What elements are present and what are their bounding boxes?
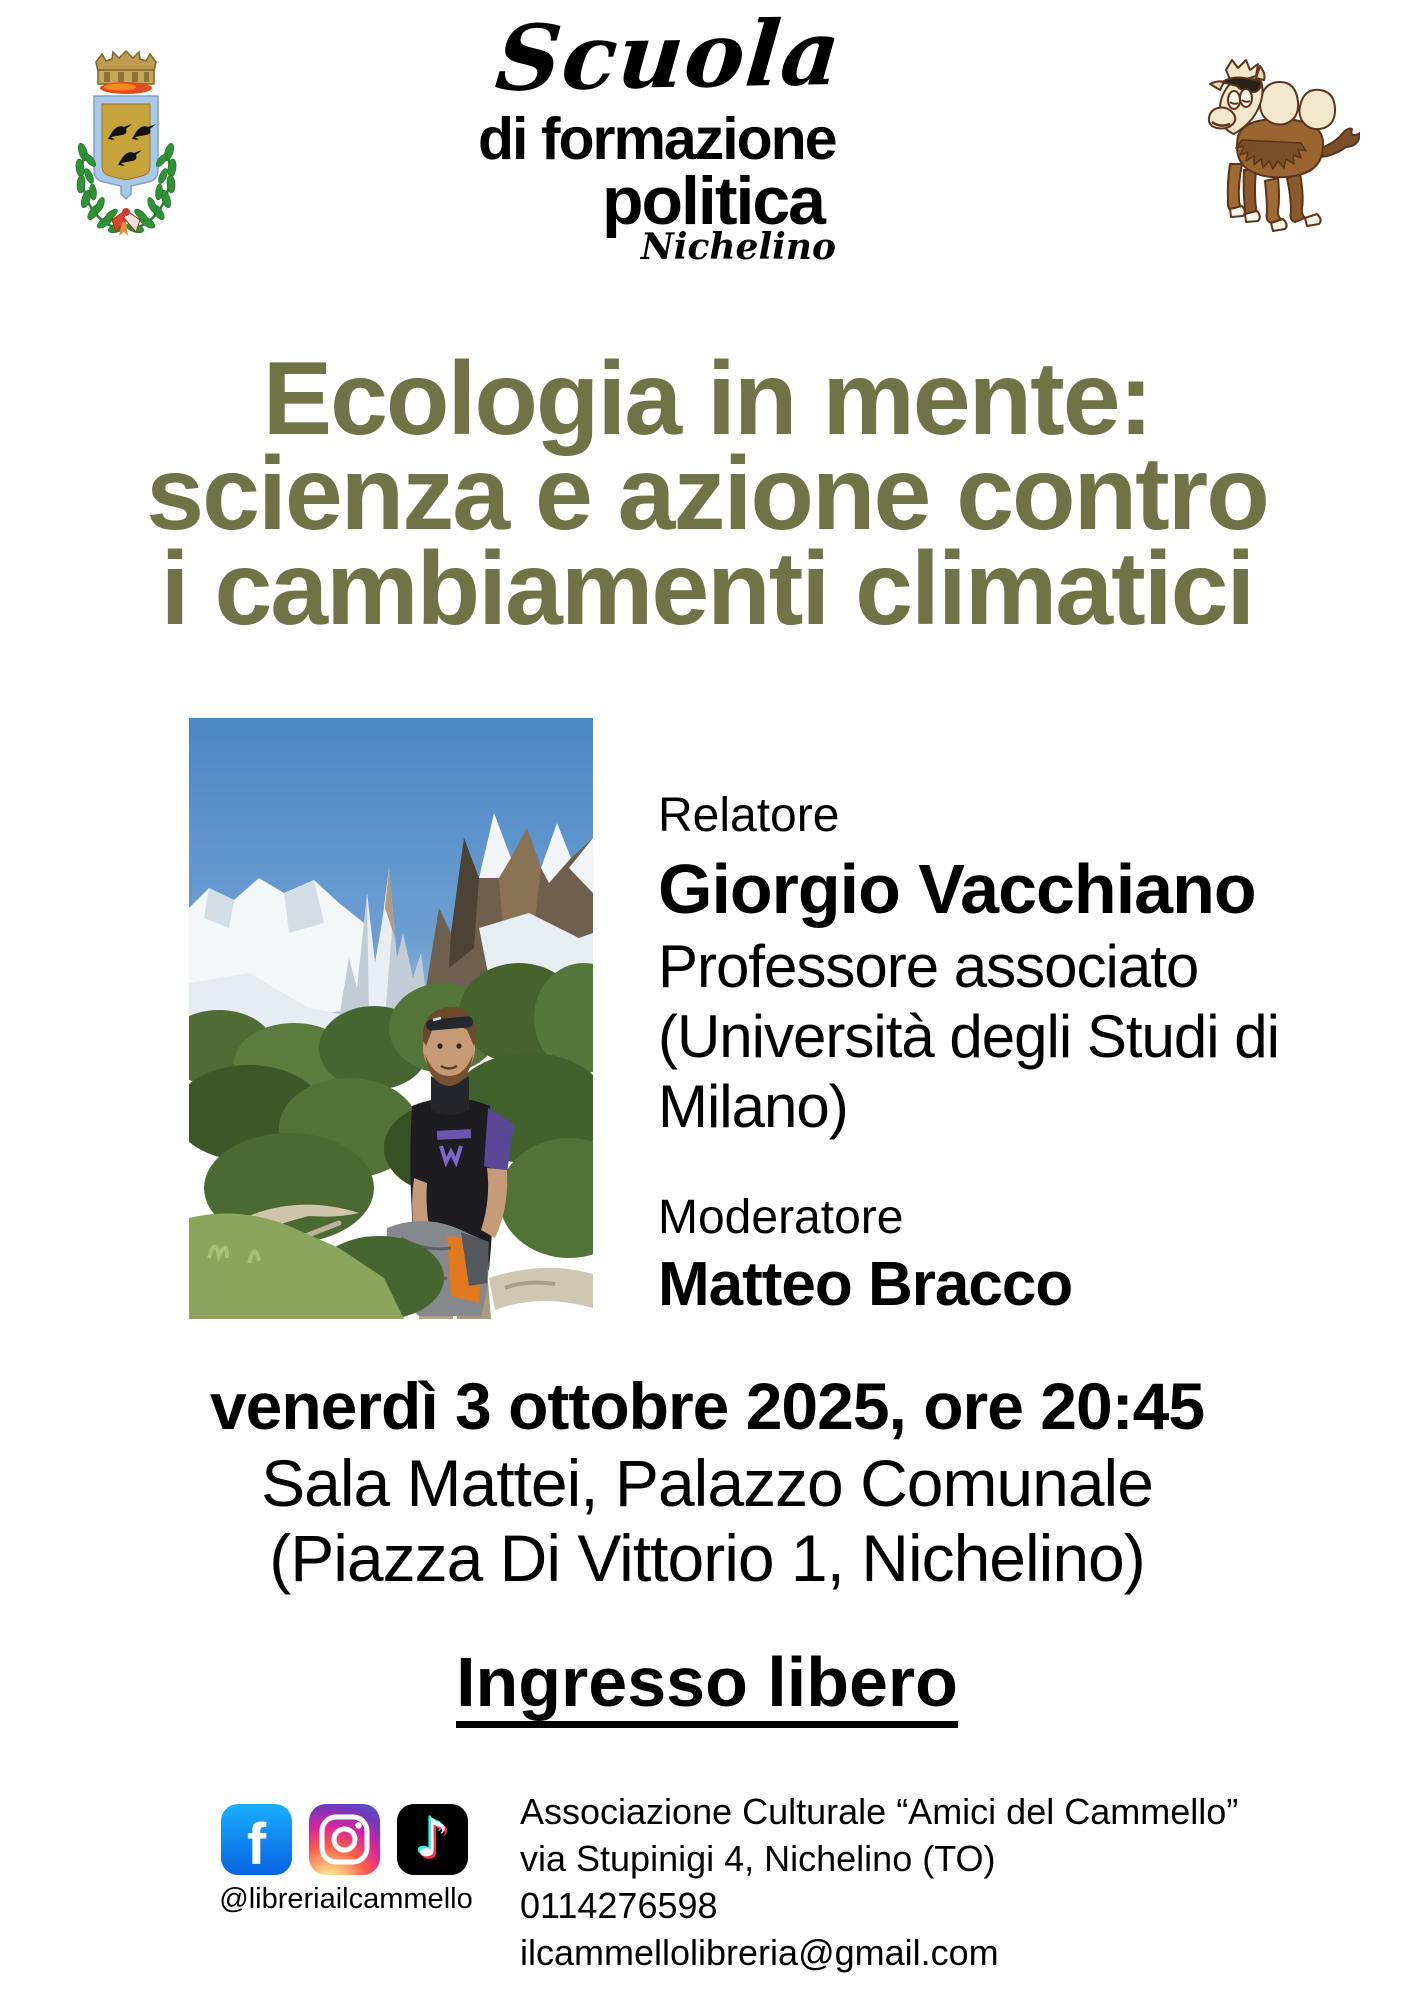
relatore-role-3: Milano) bbox=[658, 1073, 848, 1140]
event-address: (Piazza Di Vittorio 1, Nichelino) bbox=[269, 1521, 1145, 1595]
municipal-crest-icon bbox=[62, 48, 190, 240]
admission-note: Ingresso libero bbox=[456, 1646, 958, 1728]
association-email: ilcammellolibreria@gmail.com bbox=[520, 1932, 999, 1973]
title-line-3: i cambiamenti climatici bbox=[160, 531, 1254, 647]
moderatore-label: Moderatore bbox=[658, 1191, 904, 1244]
relatore-role-1: Professore associato bbox=[658, 933, 1199, 1000]
contact-block bbox=[520, 1788, 1238, 1976]
tiktok-icon: ♪ bbox=[397, 1804, 468, 1875]
speaker-info bbox=[658, 786, 1338, 1322]
association-name: Associazione Culturale “Amici del Cammello” bbox=[520, 1791, 1239, 1832]
social-handle: @libreriailcammello bbox=[219, 1883, 473, 1915]
logo-di-formazione: di formazione bbox=[478, 106, 836, 172]
title-line-2: scienza e azione contro bbox=[146, 436, 1268, 552]
event-venue: Sala Mattei, Palazzo Comunale bbox=[261, 1446, 1153, 1520]
camel-mascot-icon bbox=[1204, 44, 1360, 238]
logo-politica: politica bbox=[601, 163, 825, 239]
title-line-1: Ecologia in mente: bbox=[262, 341, 1152, 457]
crown bbox=[96, 51, 156, 94]
logo-nichelino: Nichelino bbox=[640, 226, 836, 268]
shield bbox=[94, 96, 158, 199]
event-details bbox=[0, 1366, 1414, 1596]
logo-scuola: Scuola bbox=[491, 0, 846, 112]
facebook-icon: f bbox=[221, 1804, 292, 1875]
admission-row bbox=[0, 1643, 1414, 1728]
social-icons bbox=[221, 1804, 468, 1875]
school-logo bbox=[478, 0, 948, 268]
poster-title bbox=[0, 341, 1414, 647]
event-datetime: venerdì 3 ottobre 2025, ore 20:45 bbox=[209, 1369, 1205, 1443]
association-address: via Stupinigi 4, Nichelino (TO) bbox=[520, 1838, 996, 1879]
moderatore-name: Matteo Bracco bbox=[658, 1250, 1073, 1319]
relatore-label: Relatore bbox=[658, 789, 840, 842]
relatore-name: Giorgio Vacchiano bbox=[658, 850, 1256, 928]
instagram-icon bbox=[309, 1804, 380, 1875]
association-phone: 0114276598 bbox=[520, 1885, 718, 1926]
speaker-photo bbox=[189, 718, 593, 1319]
relatore-role-2: (Università degli Studi di bbox=[658, 1003, 1279, 1070]
